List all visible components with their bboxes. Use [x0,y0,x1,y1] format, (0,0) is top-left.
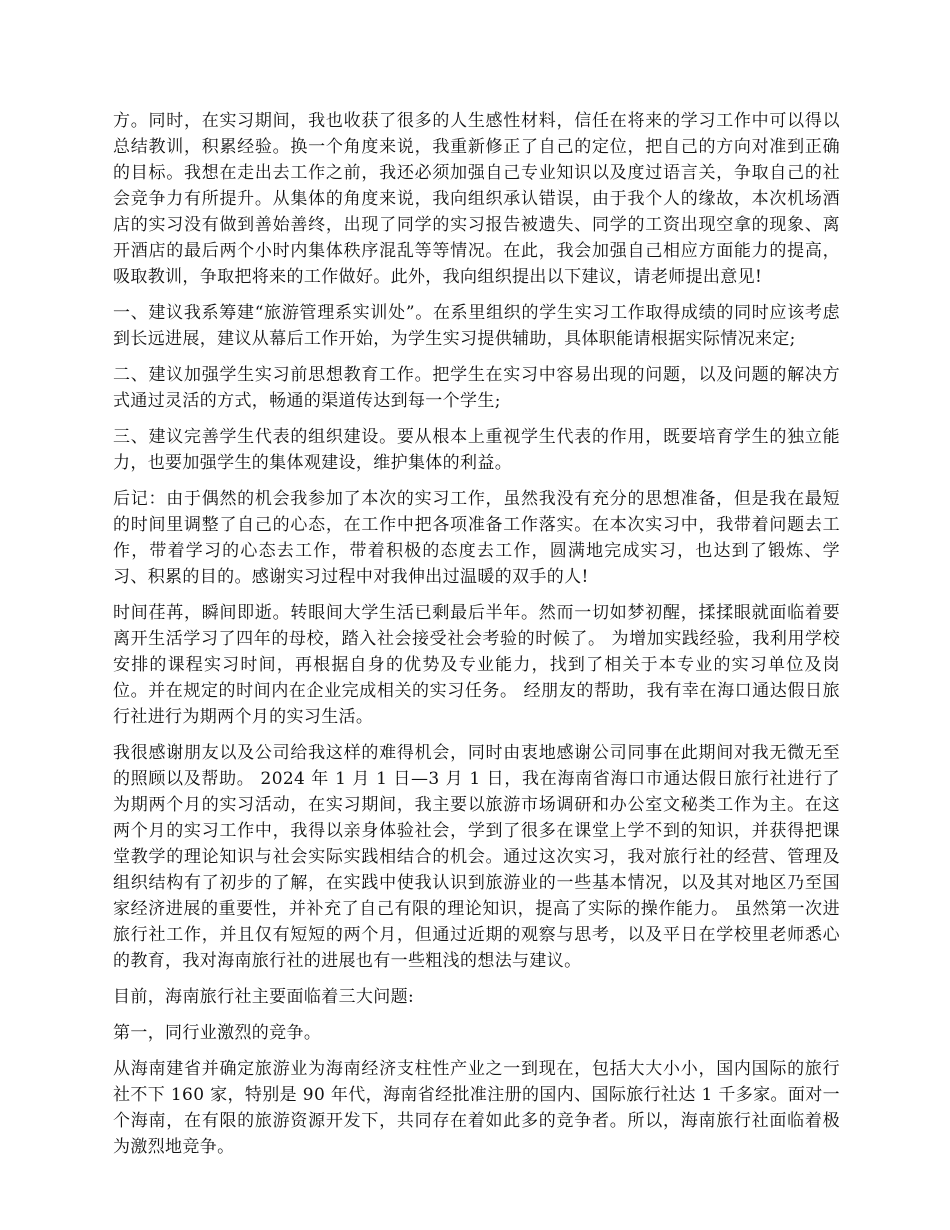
paragraph-suggestion-2: 二、建议加强学生实习前思想教育工作。把学生在实习中容易出现的问题，以及问题的解决方式通过灵活的方式，畅通的渠道传达到每一个学生; [113,365,840,411]
paragraph-reflection: 方。同时，在实习期间，我也收获了很多的人生感性材料，信任在将来的学习工作中可以得以总结教训，积累经验。换一个角度来说，我重新修正了自己的定位，把自己的方向对准到正确的目标。我想在走出去工作之前，我还必须加强自己专业知识以及度过语言关，争取自己的社会竞争力有所提升。从集体的角度来说，我向组织承认错误，由于我个人的缘故，本次机场酒店的实习没有做到善始善终，出现了同学的实习报告被遗失、同学的工资出现空拿的现象、离开酒店的最后两个小时内集体秩序混乱等等情况。在此，我会加强自己相应方面能力的提高，吸取教训，争取把将来的工作做好。此外，我向组织提出以下建议，请老师提出意见! [113,111,840,287]
paragraph-suggestion-3: 三、建议完善学生代表的组织建设。要从根本上重视学生代表的作用，既要培育学生的独立能力，也要加强学生的集体观建设，维护集体的利益。 [113,427,840,473]
paragraph-problem-1-heading: 第一，同行业激烈的竞争。 [113,1023,322,1043]
paragraph-postscript: 后记：由于偶然的机会我参加了本次的实习工作，虽然我没有充分的思想准备，但是我在最短的时间里调整了自己的心态，在工作中把各项准备工作落实。在本次实习中，我带着问题去工作，带着学习的心态去工作，带着积极的态度去工作，圆满地完成实习，也达到了锻炼、学习、积累的目的。感谢实习过程中对我伸出过温暖的双手的人! [113,489,840,587]
paragraph-suggestion-1: 一、建议我系筹建“旅游管理系实训处”。在系里组织的学生实习工作取得成绩的同时应该考虑到长远进展，建议从幕后工作开始，为学生实习提供辅助，具体职能请根据实际情况来定; [113,303,840,349]
paragraph-problem-1-detail: 从海南建省并确定旅游业为海南经济支柱性产业之一到现在，包括大大小小，国内国际的旅行社不下 160 家，特别是 90 年代，海南省经批准注册的国内、国际旅行社达 1 千多家。面对一个海南，在有限的旅游资源开发下，共同存在着如此多的竞争者。所以，海南旅行社面临着极为激烈地竞争。 [113,1059,840,1157]
document-body [113,108,840,1170]
paragraph-intro: 时间荏苒，瞬间即逝。转眼间大学生活已剩最后半年。然而一切如梦初醒，揉揉眼就面临着要离开生活学习了四年的母校，踏入社会接受社会考验的时候了。 为增加实践经验，我利用学校安排的课程实习时间，再根据自身的优势及专业能力，找到了相关于本专业的实习单位及岗位。并在规定的时间内在企业完成相关的实习任务。 经朋友的帮助，我有幸在海口通达假日旅行社进行为期两个月的实习生活。 [113,603,840,727]
paragraph-thanks: 我很感谢朋友以及公司给我这样的难得机会，同时由衷地感谢公司同事在此期间对我无微无至的照顾以及帮助。 2024 年 1 月 1 日—3 月 1 日，我在海南省海口市通达假日旅行社进行了为期两个月的实习活动，在实习期间，我主要以旅游市场调研和办公室文秘类工作为主。在这两个月的实习工作中，我得以亲身体验社会，学到了很多在课堂上学不到的知识，并获得把课堂教学的理论知识与社会实际实践相结合的机会。通过这次实习，我对旅行社的经营、管理及组织结构有了初步的了解，在实践中使我认识到旅游业的一些基本情况，以及其对地区乃至国家经济进展的重要性，并补充了自己有限的理论知识，提高了实际的操作能力。 虽然第一次进旅行社工作，并且仅有短短的两个月，但通过近期的观察与思考，以及平日在学校里老师悉心的教育，我对海南旅行社的进展也有一些粗浅的想法与建议。 [113,743,840,971]
paragraph-problems-intro: 目前，海南旅行社主要面临着三大问题: [113,987,415,1007]
